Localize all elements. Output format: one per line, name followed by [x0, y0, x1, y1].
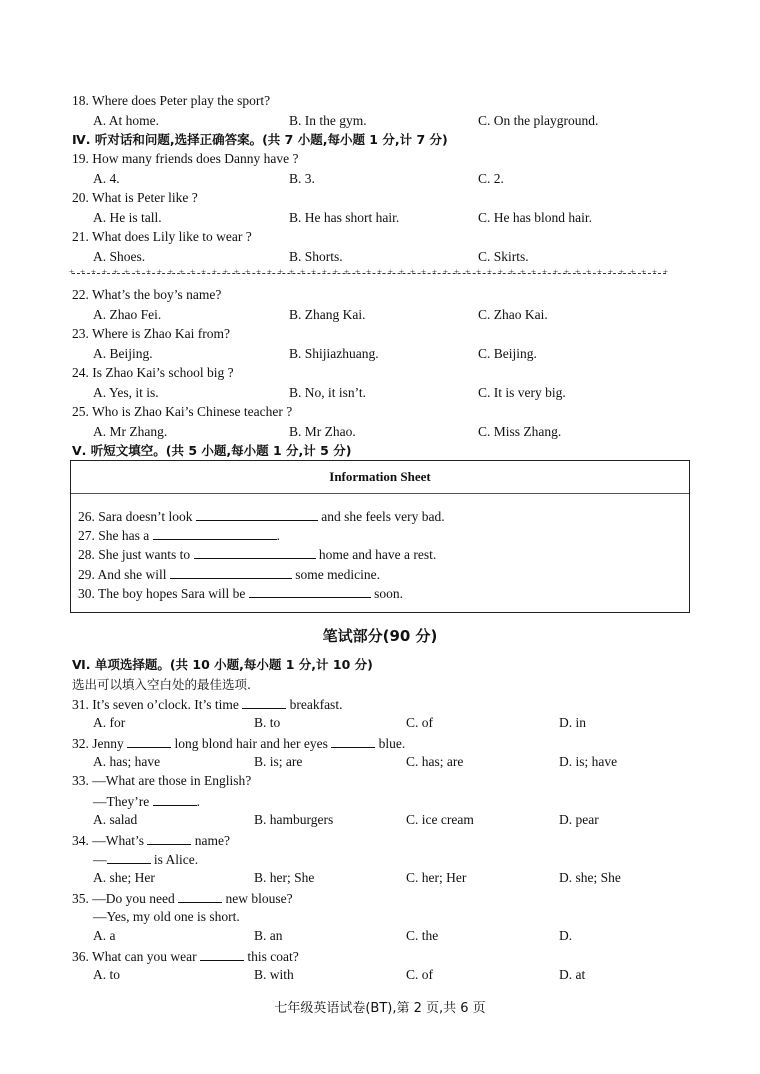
- cutline-mark: +: [377, 267, 383, 277]
- cutline-mark: +: [542, 267, 548, 277]
- q31-option-c: C. of: [406, 715, 433, 730]
- sheet-29-text-a: 29. And she will: [78, 567, 167, 582]
- cutline-mark: +: [333, 267, 339, 277]
- q33-option-b: B. hamburgers: [254, 812, 334, 827]
- cutline-mark: +: [289, 267, 295, 277]
- cutline-mark: +: [641, 267, 647, 277]
- cutline-mark: +: [663, 267, 669, 277]
- q24-option-b: B. No, it isn’t.: [289, 385, 367, 400]
- q36-option-a: A. to: [93, 967, 120, 982]
- cutline-mark: +: [531, 267, 537, 277]
- section-6-instruction: 选出可以填入空白处的最佳选项.: [72, 677, 251, 692]
- q36-option-c: C. of: [406, 967, 433, 982]
- cutline-mark: +: [619, 267, 625, 277]
- q34-option-a: A. she; Her: [93, 870, 155, 885]
- sheet-28-text-a: 28. She just wants to: [78, 547, 191, 562]
- cutline-mark: +: [421, 267, 427, 277]
- q20-option-b: B. He has short hair.: [289, 210, 400, 225]
- dashed-divider: [69, 267, 669, 277]
- cutline-mark: +: [432, 267, 438, 277]
- q22-option-b: B. Zhang Kai.: [289, 307, 366, 322]
- cutline-mark: +: [465, 267, 471, 277]
- q35-blank: [178, 889, 222, 903]
- q23-option-b: B. Shijiazhuang.: [289, 346, 379, 361]
- question-36: [72, 947, 299, 966]
- q25-option-c: C. Miss Zhang.: [478, 424, 562, 439]
- question-22: 22. What’s the boy’s name?: [72, 287, 222, 302]
- q21-option-a: A. Shoes.: [93, 249, 146, 264]
- q34-text-b: name?: [194, 833, 230, 848]
- question-34: [72, 831, 230, 850]
- question-24: 24. Is Zhao Kai’s school big ?: [72, 365, 234, 380]
- cutline-mark: +: [388, 267, 394, 277]
- cutline-mark: +: [157, 267, 163, 277]
- cutline-mark: +: [366, 267, 372, 277]
- q31-option-d: D. in: [559, 715, 586, 730]
- information-sheet-title: Information Sheet: [71, 461, 689, 494]
- cutline-mark: +: [487, 267, 493, 277]
- cutline-mark: +: [201, 267, 207, 277]
- question-18: 18. Where does Peter play the sport?: [72, 93, 271, 108]
- cutline-mark: +: [234, 267, 240, 277]
- q33-reply-text: —They’re: [93, 794, 150, 809]
- cutline-mark: +: [300, 267, 306, 277]
- question-25: 25. Who is Zhao Kai’s Chinese teacher ?: [72, 404, 293, 419]
- q34-text-a: 34. —What’s: [72, 833, 144, 848]
- cutline-mark: +: [267, 267, 273, 277]
- sheet-line-29: [78, 565, 380, 584]
- q32-option-a: A. has; have: [93, 754, 161, 769]
- cutline-mark: +: [256, 267, 262, 277]
- question-35: [72, 889, 293, 908]
- sheet-26-text-b: and she feels very bad.: [321, 509, 445, 524]
- q34-option-b: B. her; She: [254, 870, 315, 885]
- q35-option-b: B. an: [254, 928, 283, 943]
- q20-option-a: A. He is tall.: [93, 210, 162, 225]
- cutline-mark: +: [443, 267, 449, 277]
- written-part-heading: 笔试部分(90 分): [322, 627, 438, 645]
- cutline-mark: +: [113, 267, 119, 277]
- cutline-mark: +: [179, 267, 185, 277]
- answer-blank-28[interactable]: [194, 545, 316, 559]
- cutline-mark: +: [135, 267, 141, 277]
- q23-option-c: C. Beijing.: [478, 346, 537, 361]
- sheet-line-28: [78, 545, 436, 564]
- cutline-mark: +: [586, 267, 592, 277]
- question-20: 20. What is Peter like ?: [72, 190, 198, 205]
- cutline-mark: +: [245, 267, 251, 277]
- question-31: [72, 695, 342, 714]
- cutline-mark: +: [102, 267, 108, 277]
- answer-blank-29[interactable]: [170, 565, 292, 579]
- q25-option-b: B. Mr Zhao.: [289, 424, 356, 439]
- cutline-mark: +: [91, 267, 97, 277]
- q19-option-a: A. 4.: [93, 171, 120, 186]
- q35-reply: —Yes, my old one is short.: [93, 909, 240, 924]
- answer-blank-27[interactable]: [153, 526, 277, 540]
- cutline-mark: +: [597, 267, 603, 277]
- section-6-heading: Ⅵ. 单项选择题。(共 10 小题,每小题 1 分,计 10 分): [72, 657, 373, 672]
- q35-text-b: new blouse?: [225, 891, 293, 906]
- q32-text-c: blue.: [378, 736, 406, 751]
- answer-blank-26[interactable]: [196, 507, 318, 521]
- question-32: [72, 734, 405, 753]
- cutline-mark: +: [69, 267, 75, 277]
- q34-option-c: C. her; Her: [406, 870, 467, 885]
- cutline-mark: +: [630, 267, 636, 277]
- cutline-mark: +: [80, 267, 86, 277]
- cutline-mark: +: [168, 267, 174, 277]
- q31-text-a: 31. It’s seven o’clock. It’s time: [72, 697, 239, 712]
- q24-option-c: C. It is very big.: [478, 385, 566, 400]
- q36-blank: [200, 947, 244, 961]
- q22-option-c: C. Zhao Kai.: [478, 307, 548, 322]
- q22-option-a: A. Zhao Fei.: [93, 307, 162, 322]
- q32-option-d: D. is; have: [559, 754, 618, 769]
- q36-text-a: 36. What can you wear: [72, 949, 197, 964]
- q33-option-a: A. salad: [93, 812, 138, 827]
- cutline-mark: +: [124, 267, 130, 277]
- sheet-30-text-b: soon.: [374, 586, 403, 601]
- cutline-mark: +: [278, 267, 284, 277]
- q32-blank-1: [127, 734, 171, 748]
- cutline-mark: +: [399, 267, 405, 277]
- sheet-line-30: [78, 584, 403, 603]
- q35-option-a: A. a: [93, 928, 116, 943]
- q34-blank-2: [107, 850, 151, 864]
- q31-text-b: breakfast.: [289, 697, 343, 712]
- q20-option-c: C. He has blond hair.: [478, 210, 592, 225]
- q35-option-d: D.: [559, 928, 573, 943]
- sheet-line-26: [78, 507, 445, 526]
- q24-option-a: A. Yes, it is.: [93, 385, 159, 400]
- cutline-mark: +: [410, 267, 416, 277]
- cutline-mark: +: [564, 267, 570, 277]
- q34-reply-dash: —: [93, 852, 107, 867]
- cutline-mark: +: [575, 267, 581, 277]
- sheet-27-text-a: 27. She has a: [78, 528, 150, 543]
- q31-option-b: B. to: [254, 715, 281, 730]
- q32-option-c: C. has; are: [406, 754, 464, 769]
- q18-option-a: A. At home.: [93, 113, 159, 128]
- cutline-mark: +: [344, 267, 350, 277]
- question-33: 33. —What are those in English?: [72, 773, 252, 788]
- q34-option-d: D. she; She: [559, 870, 621, 885]
- cutline-mark: +: [223, 267, 229, 277]
- q36-text-b: this coat?: [247, 949, 299, 964]
- answer-blank-30[interactable]: [249, 584, 371, 598]
- q35-option-c: C. the: [406, 928, 439, 943]
- q34-reply: [93, 850, 198, 869]
- cutline-mark: +: [608, 267, 614, 277]
- q19-option-c: C. 2.: [478, 171, 504, 186]
- q32-blank-2: [331, 734, 375, 748]
- q33-option-d: D. pear: [559, 812, 599, 827]
- q31-blank: [242, 695, 286, 709]
- q33-option-c: C. ice cream: [406, 812, 474, 827]
- sheet-26-text-a: 26. Sara doesn’t look: [78, 509, 193, 524]
- q35-text-a: 35. —Do you need: [72, 891, 175, 906]
- q31-option-a: A. for: [93, 715, 126, 730]
- sheet-28-text-b: home and have a rest.: [318, 547, 437, 562]
- q23-option-a: A. Beijing.: [93, 346, 153, 361]
- cutline-mark: +: [454, 267, 460, 277]
- q21-option-b: B. Shorts.: [289, 249, 343, 264]
- q33-reply: [93, 792, 200, 811]
- q33-reply-end: .: [196, 794, 200, 809]
- cutline-mark: +: [553, 267, 559, 277]
- cutline-mark: +: [146, 267, 152, 277]
- section-4-heading: Ⅳ. 听对话和问题,选择正确答案。(共 7 小题,每小题 1 分,计 7 分): [72, 132, 448, 147]
- q18-option-c: C. On the playground.: [478, 113, 599, 128]
- question-23: 23. Where is Zhao Kai from?: [72, 326, 230, 341]
- question-19: 19. How many friends does Danny have ?: [72, 151, 299, 166]
- q34-blank-1: [147, 831, 191, 845]
- q33-blank: [153, 792, 197, 806]
- q32-text-a: 32. Jenny: [72, 736, 124, 751]
- cutline-mark: +: [652, 267, 658, 277]
- sheet-line-27: [78, 526, 280, 545]
- cutline-mark: +: [355, 267, 361, 277]
- q19-option-b: B. 3.: [289, 171, 315, 186]
- q32-option-b: B. is; are: [254, 754, 303, 769]
- cutline-mark: +: [322, 267, 328, 277]
- page-footer: 七年级英语试卷(BT),第 2 页,共 6 页: [274, 1001, 486, 1016]
- sheet-27-text-b: .: [276, 528, 280, 543]
- cutline-mark: +: [212, 267, 218, 277]
- cutline-mark: +: [509, 267, 515, 277]
- cutline-mark: +: [520, 267, 526, 277]
- section-5-heading: Ⅴ. 听短文填空。(共 5 小题,每小题 1 分,计 5 分): [72, 443, 352, 458]
- cutline-mark: +: [476, 267, 482, 277]
- q21-option-c: C. Skirts.: [478, 249, 529, 264]
- sheet-30-text-a: 30. The boy hopes Sara will be: [78, 586, 246, 601]
- cutline-mark: +: [190, 267, 196, 277]
- q36-option-d: D. at: [559, 967, 586, 982]
- cutline-mark: +: [311, 267, 317, 277]
- q32-text-b: long blond hair and her eyes: [174, 736, 328, 751]
- question-21: 21. What does Lily like to wear ?: [72, 229, 252, 244]
- q18-option-b: B. In the gym.: [289, 113, 367, 128]
- sheet-29-text-b: some medicine.: [295, 567, 380, 582]
- q25-option-a: A. Mr Zhang.: [93, 424, 168, 439]
- q36-option-b: B. with: [254, 967, 294, 982]
- cutline-mark: +: [498, 267, 504, 277]
- q34-reply-text: is Alice.: [153, 852, 199, 867]
